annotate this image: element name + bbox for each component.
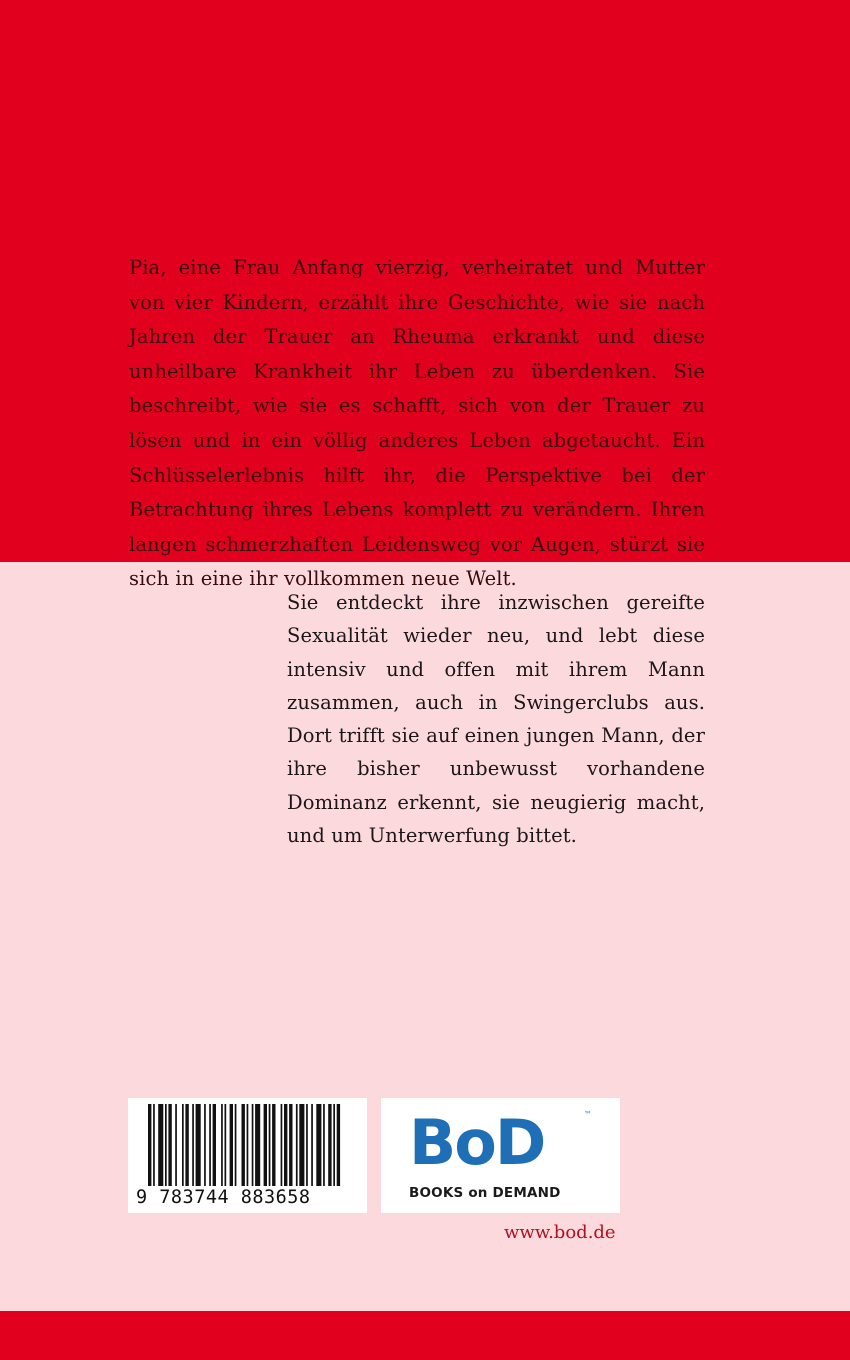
barcode-bar xyxy=(185,1104,188,1186)
barcode-bar xyxy=(165,1104,167,1186)
bod-logo: BoD xyxy=(409,1106,545,1179)
barcode-bar xyxy=(196,1104,201,1186)
barcode-bar xyxy=(247,1104,249,1186)
publisher-logo-box xyxy=(381,1098,620,1213)
barcode-bar xyxy=(306,1104,308,1186)
barcode-bar xyxy=(296,1104,298,1186)
barcode-bar xyxy=(269,1104,271,1186)
barcode-bar xyxy=(255,1104,260,1186)
blurb-paragraph-top: Pia, eine Frau Anfang vierzig, verheiratet und Mutter von vier Kindern, erzählt ihre Geschichte, wie sie nach Jahren der Trauer an Rheuma erkrankt und diese unheilbare Krankheit ihr Leben zu überdenken. Sie beschreibt, wie sie es schafft, sich von der Trauer zu lösen und in ein völlig anderes Leben abgetaucht. Ein Schlüsselerlebnis hilft ihr, die Perspektive bei der Betrachtung ihres Lebens komplett zu verändern. Ihren langen schmerzhaften Leidensweg vor Augen, stürzt sie sich in eine ihr vollkommen neue Welt. xyxy=(129,256,705,591)
publisher-tagline: BOOKS on DEMAND xyxy=(409,1185,561,1201)
barcode-bar xyxy=(204,1104,206,1186)
isbn-barcode xyxy=(128,1098,367,1213)
publisher-url[interactable]: www.bod.de xyxy=(504,1222,616,1243)
barcode-bar xyxy=(230,1104,233,1186)
barcode-bar xyxy=(182,1104,184,1186)
barcode-bar xyxy=(175,1104,177,1186)
barcode-bar xyxy=(158,1104,163,1186)
barcode-bar xyxy=(299,1104,304,1186)
blurb-paragraph-bottom: Sie entdeckt ihre inzwischen gereifte Sexualität wieder neu, und lebt diese intensiv und offen mit ihrem Mann zusammen, auch in Swingerclubs aus. Dort trifft sie auf einen jungen Mann, der ihre bisher unbewusst vorhandene Dominanz erkennt, sie neugierig macht, und um Unterwerfung bittet. xyxy=(287,591,705,848)
barcode-bar xyxy=(328,1104,331,1186)
barcode-bar xyxy=(213,1104,216,1186)
barcode-bar xyxy=(221,1104,223,1186)
barcode-bar xyxy=(323,1104,325,1186)
barcode-bar xyxy=(235,1104,237,1186)
barcode-bar xyxy=(333,1104,335,1186)
barcode-bar xyxy=(225,1104,227,1186)
barcode-bar xyxy=(281,1104,283,1186)
barcode-bar xyxy=(209,1104,211,1186)
isbn-number: 9 783744 883658 xyxy=(136,1187,311,1208)
trademark-symbol: ™ xyxy=(584,1110,592,1119)
barcode-bar xyxy=(284,1104,287,1186)
barcode-bar xyxy=(311,1104,313,1186)
barcode-bar xyxy=(316,1104,321,1186)
barcode-bar xyxy=(289,1104,292,1186)
barcode-bar xyxy=(264,1104,267,1186)
barcode-bar xyxy=(168,1104,171,1186)
barcode-bar xyxy=(242,1104,245,1186)
barcode-bar xyxy=(148,1104,151,1186)
barcode-bar xyxy=(337,1104,340,1186)
barcode-bar xyxy=(153,1104,155,1186)
bottom-red-band xyxy=(0,1311,850,1360)
barcode-bar xyxy=(252,1104,254,1186)
barcode-bar xyxy=(272,1104,275,1186)
barcode-bar xyxy=(192,1104,194,1186)
